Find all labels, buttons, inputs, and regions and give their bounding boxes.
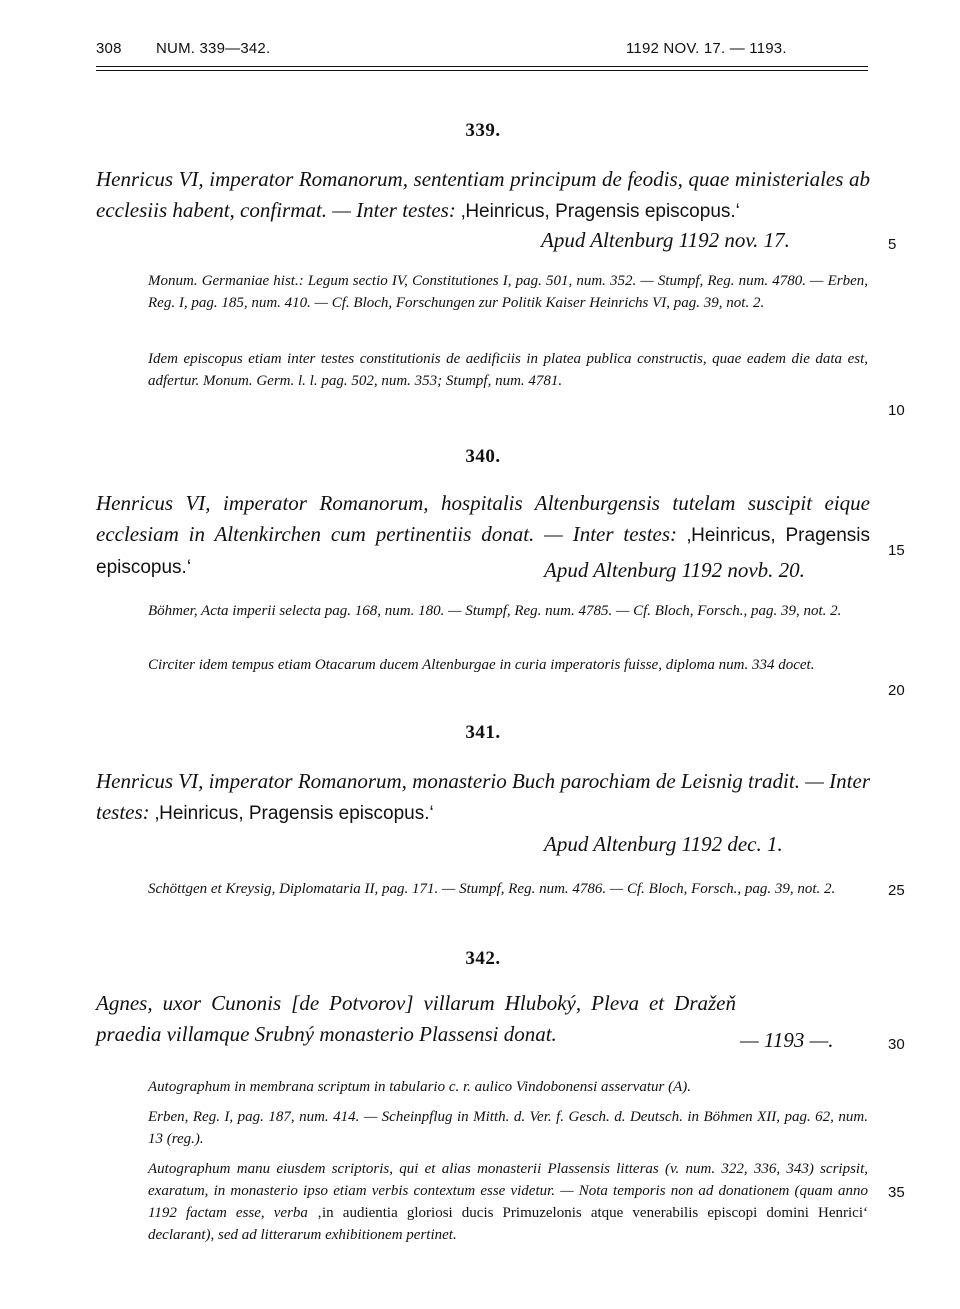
line-number: 35 [888, 1184, 905, 1201]
header-rule-top [96, 66, 868, 67]
line-number: 5 [888, 236, 897, 253]
archive-note: Autographum in membrana scriptum in tabulario c. r. aulico Vindobonensi asservatur (A). [148, 1079, 692, 1095]
source-note: Erben, Reg. I, pag. 187, num. 414. — Scheinpflug in Mitth. d. Ver. f. Gesch. d. Deutsch. in Böhmen XII, pag. 62, num. 13 (reg.). [148, 1109, 868, 1147]
source-note: Monum. Germaniae hist.: Legum sectio IV, Constitutiones I, pag. 501, num. 352. — Stumpf, Reg. num. 4780. — Erben, Reg. I, pag. 185, num. 410. — Cf. Bloch, Forschungen zur Politik Kaiser Heinrichs VI, pag. 39, not. 2. [148, 273, 868, 311]
regest-text: Henricus VI, imperator Romanorum, sententiam principum de feodis, quae ministeriales ab ecclesiis habent, confirmat. — Inter testes: [96, 167, 870, 222]
document-number: 342. [465, 948, 501, 969]
regest-text: Henricus VI, imperator Romanorum, hospitalis Altenburgensis tutelam suscipit eique ecclesiam in Altenkirchen cum pertinentiis donat. — Inter testes: [96, 491, 870, 546]
running-header [96, 36, 868, 62]
source-note: Böhmer, Acta imperii selecta pag. 168, num. 180. — Stumpf, Reg. num. 4785. — Cf. Bloch, Forsch., pag. 39, not. 2. [148, 603, 842, 619]
line-number: 20 [888, 682, 905, 699]
regest [96, 164, 870, 227]
document-range: NUM. 339—342. [156, 40, 271, 57]
page-number: 308 [96, 40, 122, 57]
commentary-note: Circiter idem tempus etiam Otacarum ducem Altenburgae in curia imperatoris fuisse, diploma num. 334 docet. [148, 657, 815, 673]
regest [96, 766, 870, 829]
commentary-text-end: declarant), sed ad litterarum exhibitionem pertinet. [148, 1227, 457, 1243]
source-note: Schöttgen et Kreysig, Diplomataria II, pag. 171. — Stumpf, Reg. num. 4786. — Cf. Bloch, Forsch., pag. 39, not. 2. [148, 881, 836, 897]
regest-text: Agnes, uxor Cunonis [de Potvorov] villarum Hluboký, Pleva et Dražeň praedia villamque Srubný monasterio Plassensi donat. [96, 991, 736, 1046]
commentary-note [148, 1158, 868, 1246]
place-date: Apud Altenburg 1192 nov. 17. [541, 228, 790, 252]
place-date: Apud Altenburg 1192 novb. 20. [544, 558, 805, 582]
header-rule-bottom [96, 70, 868, 71]
regest-text: Henricus VI, imperator Romanorum, monasterio Buch parochiam de Leisnig tradit. — Inter testes: [96, 769, 870, 824]
document-number: 341. [465, 722, 501, 743]
line-number: 10 [888, 402, 905, 419]
place-date: — 1193 —. [740, 1028, 834, 1052]
line-number: 30 [888, 1036, 905, 1053]
date-range: 1192 NOV. 17. — 1193. [626, 40, 787, 57]
witness-quote: ‚Heinricus, Pragensis episcopus.‘ [461, 201, 740, 222]
witness-quote: ‚Heinricus, Pragensis episcopus.‘ [96, 525, 870, 578]
commentary-text: Autographum manu eiusdem scriptoris, qui et alias monasterii Plassensis litteras (v. num. 322, 336, 343) scripsit, exaratum, in monasterio ipso etiam verbis contextum esse videtur. — Nota temporis non ad donationem (quam anno 1192 factam esse, verba [148, 1161, 868, 1221]
document-number: 339. [465, 120, 501, 141]
witness-quote: ‚Heinricus, Pragensis episcopus.‘ [154, 803, 434, 824]
document-number: 340. [465, 446, 501, 467]
commentary-note: Idem episcopus etiam inter testes constitutionis de aedificiis in platea publica constructis, quae eadem die data est, adfertur. Monum. Germ. l. l. pag. 502, num. 353; Stumpf, num. 4781. [148, 351, 868, 389]
place-date: Apud Altenburg 1192 dec. 1. [544, 832, 783, 856]
quoted-text: ‚in audientia gloriosi ducis Primuzelonis atque venerabilis episcopi domini Henrici‘ [317, 1205, 868, 1221]
line-number: 25 [888, 882, 905, 899]
line-number: 15 [888, 542, 905, 559]
regest [96, 988, 736, 1050]
